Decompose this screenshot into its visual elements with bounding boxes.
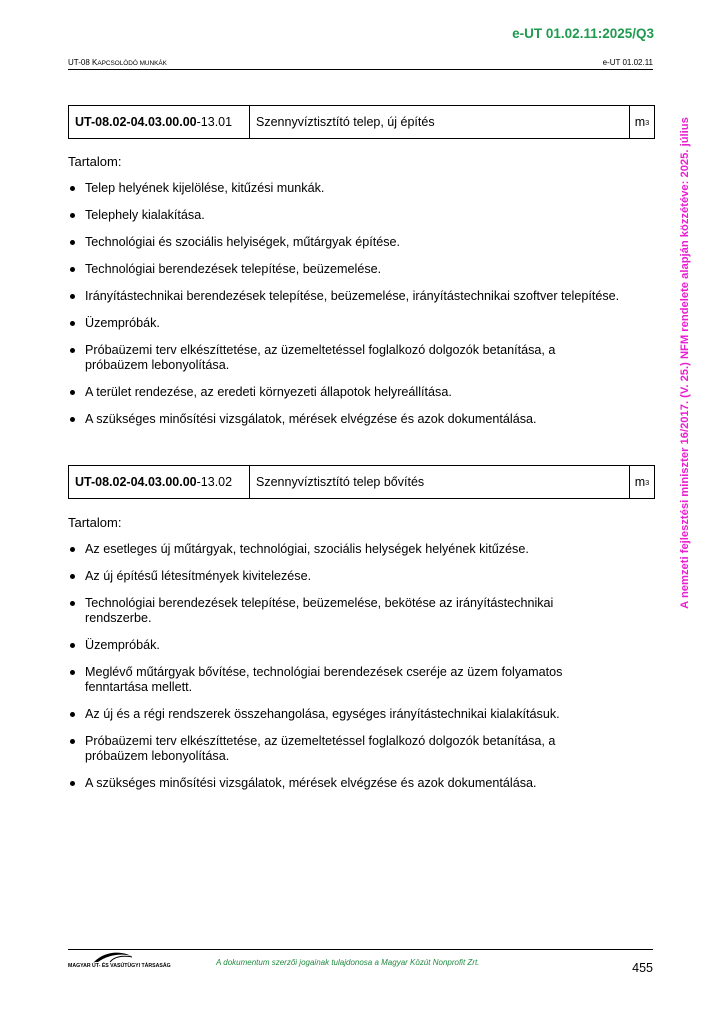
footer-copyright: A dokumentum szerzői jogainak tulajdonosa a Magyar Közút Nonprofit Zrt. — [216, 958, 480, 967]
bullet-icon — [70, 601, 75, 606]
list-item: Próbaüzemi terv elkészíttetése, az üzemeltetéssel foglalkozó dolgozók betanítása, a próbaüzem lebonyolítása. — [68, 343, 658, 373]
road-logo-icon — [92, 950, 134, 964]
item-title: Szennyvíztisztító telep bővítés — [250, 466, 630, 498]
content-label: Tartalom: — [68, 515, 122, 530]
list-item: Meglévő műtárgyak bővítése, technológiai berendezések cseréje az üzem folyamatos fenntartása mellett. — [68, 665, 658, 695]
bullet-icon — [70, 670, 75, 675]
bullet-icon — [70, 390, 75, 395]
list-item: Üzempróbák. — [68, 316, 658, 331]
list-item: A terület rendezése, az eredeti környezeti állapotok helyreállítása. — [68, 385, 658, 400]
list-item: Az esetleges új műtárgyak, technológiai, szociális helységek helyének kitűzése. — [68, 542, 658, 557]
content-list — [68, 181, 658, 427]
list-item: Üzempróbák. — [68, 638, 658, 653]
bullet-icon — [70, 267, 75, 272]
bullet-icon — [70, 712, 75, 717]
item-code: UT-08.02-04.03.00.00 -13.02 — [69, 466, 250, 498]
list-item: Technológiai és szociális helyiségek, műtárgyak építése. — [68, 235, 658, 250]
list-item: Próbaüzemi terv elkészíttetése, az üzemeltetéssel foglalkozó dolgozók betanítása, a próbaüzem lebonyolítása. — [68, 734, 658, 764]
document-code: e-UT 01.02.11:2025/Q3 — [512, 26, 654, 41]
content-list — [68, 542, 658, 791]
list-item: Technológiai berendezések telepítése, beüzemelése, bekötése az irányítástechnikai rendszerbe. — [68, 596, 658, 626]
bullet-icon — [70, 240, 75, 245]
page-number: 455 — [632, 961, 653, 975]
bullet-icon — [70, 417, 75, 422]
bullet-icon — [70, 781, 75, 786]
list-item: Technológiai berendezések telepítése, beüzemelése. — [68, 262, 658, 277]
footer-logo: MAGYAR ÚT- ÉS VASÚTÜGYI TÁRSASÁG — [68, 950, 158, 972]
running-header — [68, 57, 653, 70]
bullet-icon — [70, 321, 75, 326]
item-unit: m 3 — [634, 475, 650, 489]
item-table-13-01 — [68, 105, 655, 139]
item-table-13-02 — [68, 465, 655, 499]
list-item: Az új és a régi rendszerek összehangolása, egységes irányítástechnikai kialakításuk. — [68, 707, 658, 722]
bullet-icon — [70, 739, 75, 744]
item-code: UT-08.02-04.03.00.00 -13.01 — [69, 106, 250, 138]
bullet-icon — [70, 643, 75, 648]
bullet-icon — [70, 213, 75, 218]
item-title: Szennyvíztisztító telep, új építés — [250, 106, 630, 138]
bullet-icon — [70, 547, 75, 552]
publication-side-note: A nemzeti fejlesztési miniszter 16/2017. (V. 25.) NFM rendelete alapján közzétéve: 2025. július — [679, 117, 691, 609]
list-item: Irányítástechnikai berendezések telepítése, beüzemelése, irányítástechnikai szoftver telepítése. — [68, 289, 658, 304]
list-item: A szükséges minősítési vizsgálatok, mérések elvégzése és azok dokumentálása. — [68, 412, 658, 427]
content-label: Tartalom: — [68, 154, 122, 169]
header-standard-ref: e-UT 01.02.11 — [602, 58, 653, 67]
bullet-icon — [70, 186, 75, 191]
item-unit: m 3 — [634, 115, 650, 129]
header-chapter: UT-08 KAPCSOLÓDÓ MUNKÁK — [68, 58, 167, 67]
bullet-icon — [70, 294, 75, 299]
list-item: Telephely kialakítása. — [68, 208, 658, 223]
list-item: A szükséges minősítési vizsgálatok, mérések elvégzése és azok dokumentálása. — [68, 776, 658, 791]
list-item: Az új építésű létesítmények kivitelezése. — [68, 569, 658, 584]
list-item: Telep helyének kijelölése, kitűzési munkák. — [68, 181, 658, 196]
bullet-icon — [70, 574, 75, 579]
bullet-icon — [70, 348, 75, 353]
